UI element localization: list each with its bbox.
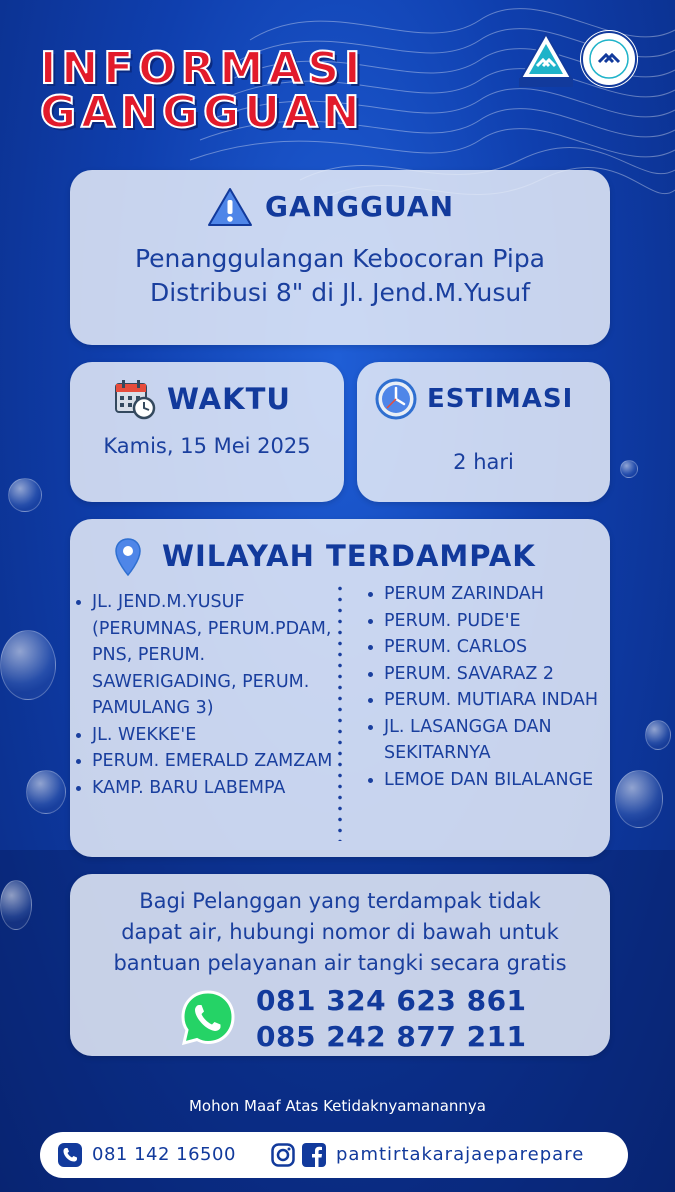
affected-list-right (368, 581, 608, 793)
list-item: JL. WEKKE'E (76, 722, 336, 749)
title-line-1: INFORMASI (40, 43, 366, 94)
wilayah-card (70, 519, 610, 857)
facebook-icon[interactable] (302, 1143, 326, 1167)
water-bubble (8, 478, 42, 512)
gangguan-card (70, 170, 610, 345)
phone-icon (58, 1143, 82, 1167)
gangguan-description-line-1: Penanggulangan Kebocoran Pipa (134, 244, 546, 273)
list-item: PERUM. EMERALD ZAMZAM (76, 748, 336, 775)
city-seal-icon (580, 30, 638, 88)
water-bubble (0, 630, 56, 700)
info-card (70, 874, 610, 1056)
waktu-date: Kamis, 15 Mei 2025 (103, 434, 311, 458)
gangguan-description-line-2: Distribusi 8" di Jl. Jend.M.Yusuf (149, 278, 531, 307)
waktu-card (70, 362, 344, 502)
estimasi-card (357, 362, 610, 502)
list-item: KAMP. BARU LABEMPA (76, 775, 336, 802)
water-bubble (620, 460, 638, 478)
whatsapp-icon[interactable] (178, 988, 238, 1048)
gangguan-description (70, 242, 610, 310)
info-line-2: dapat air, hubungi nomor di bawah untuk (121, 920, 559, 944)
title-line-2: GANGGUAN (40, 87, 365, 138)
phone-number-2[interactable]: 085 242 877 211 (256, 1020, 527, 1053)
list-item: PERUM ZARINDAH (368, 581, 608, 608)
waktu-heading: WAKTU (167, 382, 291, 416)
clock-icon (375, 378, 417, 420)
list-item: PERUM. CARLOS (368, 634, 608, 661)
list-item: PERUM. PUDE'E (368, 608, 608, 635)
info-line-1: Bagi Pelanggan yang terdampak tidak (139, 889, 541, 913)
list-item: LEMOE DAN BILALANGE (368, 767, 608, 794)
list-item: PERUM. MUTIARA INDAH (368, 687, 608, 714)
info-text (70, 886, 610, 979)
pam-logo-icon (517, 30, 575, 88)
list-item: PERUM. SAVARAZ 2 (368, 661, 608, 688)
water-bubble (26, 770, 66, 814)
location-pin-icon (114, 537, 142, 577)
water-bubble (0, 880, 32, 930)
water-bubble (615, 770, 663, 828)
calendar-clock-icon (114, 376, 156, 420)
affected-list-left (76, 589, 336, 801)
warning-icon (206, 186, 254, 228)
list-item: JL. JEND.M.YUSUF (PERUMNAS, PERUM.PDAM, PNS, PERUM. SAWERIGADING, PERUM. PAMULANG 3) (76, 589, 336, 722)
instagram-icon[interactable] (271, 1143, 295, 1167)
estimasi-value: 2 hari (453, 450, 514, 474)
contact-bar (40, 1132, 628, 1178)
info-line-3: bantuan pelayanan air tangki secara gratis (113, 951, 567, 975)
list-item: JL. LASANGGA DAN SEKITARNYA (368, 714, 608, 767)
apology-note: Mohon Maaf Atas Ketidaknyamanannya (188, 1097, 487, 1115)
water-bubble (645, 720, 671, 750)
gangguan-heading: GANGGUAN (265, 190, 455, 223)
dotted-divider (338, 583, 342, 841)
social-handle[interactable]: pamtirtakarajaeparepare (336, 1144, 585, 1165)
wilayah-heading: WILAYAH TERDAMPAK (162, 539, 536, 573)
footer-phone[interactable]: 081 142 16500 (92, 1144, 236, 1165)
estimasi-heading: ESTIMASI (427, 384, 574, 414)
phone-number-1[interactable]: 081 324 623 861 (256, 984, 527, 1017)
